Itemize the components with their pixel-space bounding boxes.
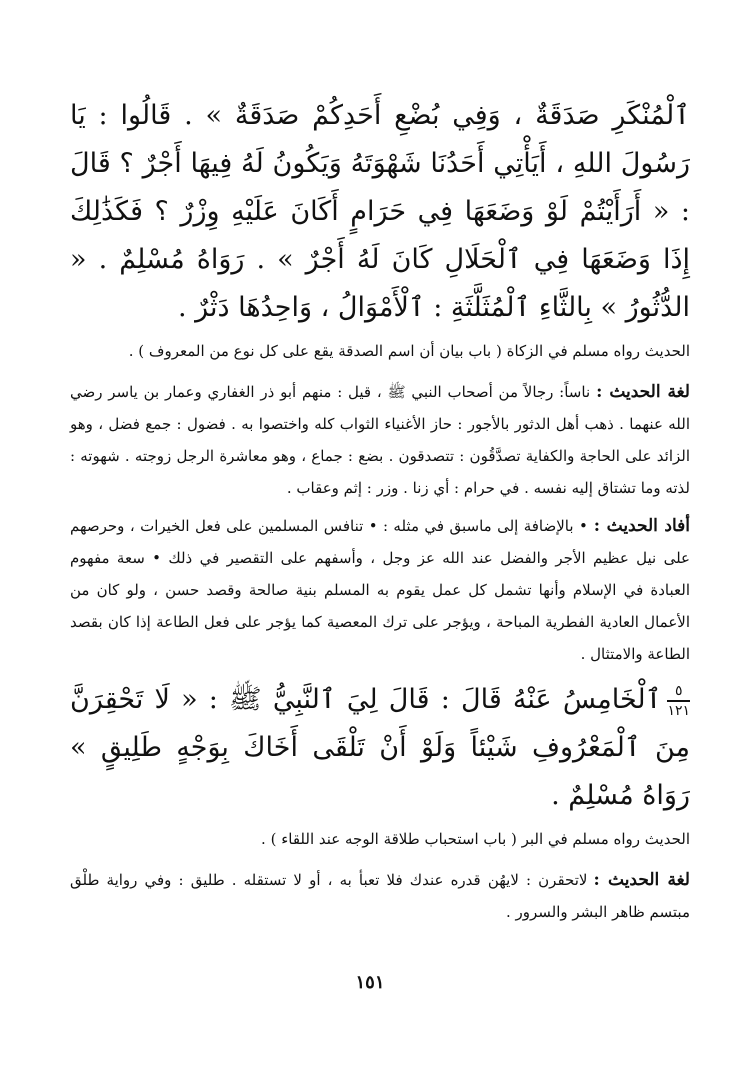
hadith-2 xyxy=(70,676,690,820)
language-text: ناساً: رجالاً من أصحاب النبي ﷺ ، قيل : منهم أبو ذر الغفاري وعمار بن ياسر رضي الله عنهما . ذهب أهل الدثور بالأجور : حاز الأغنياء الثواب كله واختصوا به . فضول : جمع فضل ، وهو الزائد على الحاجة والكفاية تصدَّقُون : تتصدقون . بضع : جماع ، وهو معاشرة الرجل زوجته . شهوته : لذته وما تشتاق إليه نفسه . في حرام : أي زنا . وزر : إثم وعقاب . xyxy=(70,383,690,497)
language-label-2: لغة الحديث : xyxy=(593,870,690,890)
language-section xyxy=(70,376,690,504)
language-section-2 xyxy=(70,864,690,928)
hadith-2-source: الحديث رواه مسلم في البر ( باب استحباب طلاقة الوجه عند اللقاء ) . xyxy=(261,830,690,848)
hadith-2-text: ٱلْخَامِسُ عَنْهُ قَالَ : قَالَ لِيَ ٱلنَّبِيُّ ﷺ : « لَا تَحْقِرَنَّ مِنَ ٱلْمَعْرُوفِ شَيْئاً وَلَوْ أَنْ تَلْقَى أَخَاكَ بِوَجْهٍ طَلِيقٍ » رَوَاهُ مُسْلِمٌ . xyxy=(70,684,690,811)
language-text-2: لاتحقرن : لايهُن قدره عندك فلا تعبأ به ، أو لا تستقله . طليق : وفي رواية طلْق مبتسم ظاهر البشر والسرور . xyxy=(70,871,690,921)
hadith-number-top: ٥ xyxy=(667,684,690,702)
page-content xyxy=(70,92,690,928)
hadith-text: ٱلْمُنْكَرِ صَدَقَةٌ ، وَفِي بُضْعِ أَحَدِكُمْ صَدَقَةٌ » . قَالُوا : يَا رَسُولَ اللهِ ، أَيَأْتِي أَحَدُنَا شَهْوَتَهُ وَيَكُونُ لَهُ فِيهَا أَجْرٌ ؟ قَالَ : « أَرَأَيْتُمْ لَوْ وَضَعَهَا فِي حَرَامٍ أَكَانَ عَلَيْهِ وِزْرٌ ؟ فَكَذَٰلِكَ إِذَا وَضَعَهَا فِي ٱلْحَلَالِ كَانَ لَهُ أَجْرٌ » . رَوَاهُ مُسْلِمٌ . « الدُّثُورُ » بِالثَّاءِ ٱلْمُثَلَّثَةِ : ٱلْأَمْوَالُ ، وَاحِدُهَا دَثْرٌ . xyxy=(70,100,690,323)
language-label: لغة الحديث : xyxy=(596,382,690,402)
hadith-number xyxy=(667,684,690,718)
hadith-source: الحديث رواه مسلم في الزكاة ( باب بيان أن اسم الصدقة يقع على كل نوع من المعروف ) . xyxy=(128,342,690,360)
page-number: ١٥١ xyxy=(355,972,385,993)
benefits-label: أفاد الحديث : xyxy=(593,516,691,536)
benefits-text: • بالإضافة إلى ماسبق في مثله : • تنافس المسلمين على فعل الخيرات ، وحرصهم على نيل عظيم الأجر والفضل عند الله عز وجل ، وأسفهم على التقصير في ذلك • سعة مفهوم العبادة في الإسلام وأنها تشمل كل عمل يقوم به المسلم بنية صالحة وقصد حسن ، ولو كان من الأعمال العادية الفطرية المباحة ، ويؤجر على ترك المعصية كما يؤجر على فعل الطاعة إذا كان بقصد الطاعة والامتثال . xyxy=(70,517,690,663)
benefits-section xyxy=(70,510,690,670)
hadith-number-bottom: ١٢١ xyxy=(667,702,690,719)
